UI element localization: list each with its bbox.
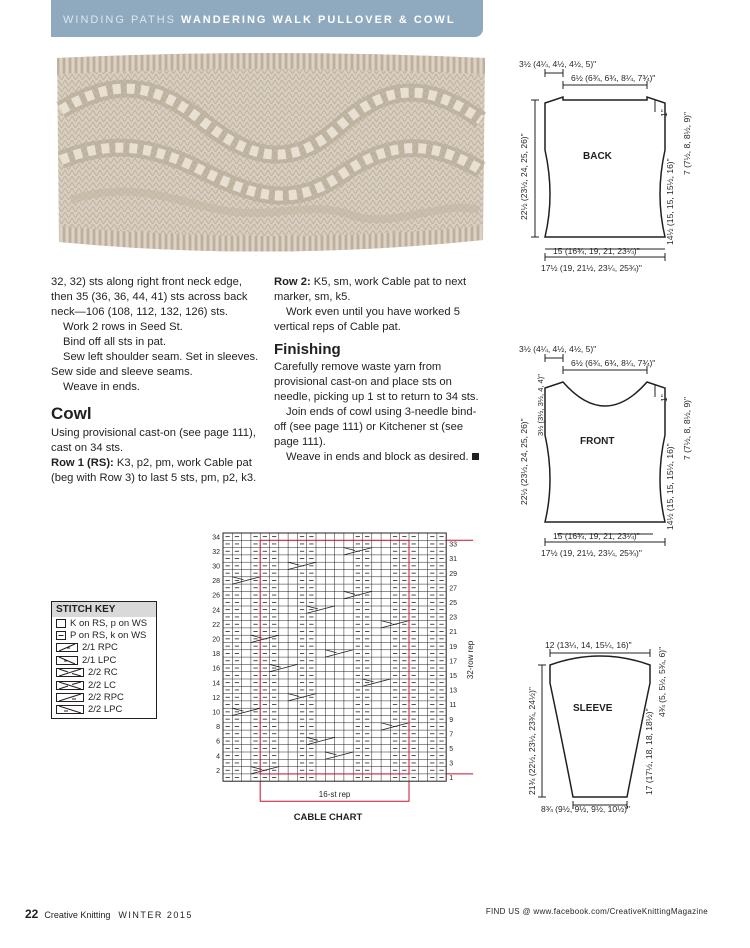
front-hip: 17½ (19, 21½, 23¼, 25¾)" [541, 548, 642, 558]
paragraph: 32, 32) sts along right front neck edge, then 35 (36, 36, 44, 41) sts across back neck—106 (108, 112, 132, 126) sts. [51, 276, 248, 318]
row-number-left: 24 [212, 607, 220, 615]
row-number-right: 31 [449, 556, 457, 564]
row-number-left: 6 [216, 738, 220, 746]
key-item [52, 691, 156, 703]
row-number-right: 25 [449, 600, 457, 607]
row-number-left: 30 [212, 563, 220, 571]
chart-title: CABLE CHART [293, 812, 363, 823]
front-shoulder-drop: 1" [659, 394, 669, 402]
pattern-title: WANDERING WALK PULLOVER & COWL [181, 14, 456, 26]
row-number-left: 32 [212, 548, 220, 556]
row-number-right: 7 [449, 731, 454, 739]
row-number-right: 5 [449, 746, 454, 753]
row-number-left: 4 [216, 753, 220, 761]
cowl-heading: Cowl [51, 404, 92, 423]
back-armhole: 7 (7½, 8, 8½, 9)" [682, 111, 692, 175]
key-label: 2/2 LC [88, 679, 116, 691]
row-number-right: 13 [449, 687, 457, 695]
footer-find-us[interactable]: FIND US @ www.facebook.com/CreativeKnittingMagazine [485, 907, 708, 916]
lpc-2-2-symbol-icon [56, 705, 84, 714]
back-side: 14½ (15, 15, 15½, 16)" [665, 158, 675, 245]
magazine-name: Creative Knitting [44, 910, 111, 920]
row-text: K5, sm, work Cable pat to next marker, sm, k5. [274, 276, 467, 303]
row-number-left: 26 [212, 592, 220, 600]
row-number-right: 17 [449, 658, 457, 666]
cowl-photo [51, 50, 491, 260]
header-text [63, 14, 456, 26]
issue-name: WINTER 2015 [118, 910, 193, 920]
st-rep-label: 16-st rep [318, 790, 351, 800]
key-label: 2/2 LPC [88, 704, 123, 716]
key-item [52, 629, 156, 641]
paragraph: Bind off all sts in pat. [63, 336, 167, 348]
row-number-right: 15 [449, 673, 457, 680]
front-neck-width: 6½ (6¾, 6¾, 8¼, 7¾)" [571, 358, 656, 368]
row-number-left: 8 [216, 724, 220, 732]
back-label: BACK [583, 151, 612, 162]
key-label: P on RS, k on WS [70, 630, 147, 642]
paragraph [51, 456, 263, 486]
front-outline [545, 382, 665, 522]
front-top-width: 3½ (4¼, 4½, 4½, 5)" [519, 344, 597, 354]
front-label: FRONT [580, 436, 615, 447]
text-column-2 [274, 275, 486, 465]
back-top-width: 3½ (4¼, 4½, 4½, 5)" [519, 59, 597, 69]
sleeve-underarm: 17 (17½, 18, 18, 18½)" [644, 708, 654, 795]
rc-2-2-symbol-icon [56, 668, 84, 677]
key-item [52, 679, 156, 691]
paragraph: Join ends of cowl using 3-needle bind-off (see page 111) or Kitchener st (see page 111). [274, 406, 477, 448]
row-number-left: 20 [212, 636, 220, 644]
lpc-2-1-symbol-icon [56, 656, 78, 665]
sleeve-length: 21¾ (22½, 23½, 23¾, 24½)" [527, 687, 537, 795]
row-number-right: 33 [449, 541, 457, 549]
cable-chart [195, 525, 495, 810]
row-number-right: 11 [449, 702, 457, 710]
row-number-right: 21 [449, 629, 457, 637]
back-length: 22½ (23½, 24, 25, 26)" [519, 133, 529, 220]
key-item [52, 617, 156, 629]
key-item [52, 642, 156, 654]
key-label: 2/1 LPC [82, 654, 117, 666]
row-number-right: 3 [449, 760, 454, 768]
row-number-left: 12 [212, 694, 220, 702]
row-number-left: 14 [212, 680, 220, 688]
front-length: 22½ (23½, 24, 25, 26)" [519, 418, 529, 505]
row-number-left: 28 [212, 578, 220, 586]
text-column-1 [51, 275, 263, 486]
row-number-left: 2 [216, 767, 220, 775]
key-label: K on RS, p on WS [70, 617, 148, 629]
back-shoulder-drop: 1" [659, 109, 669, 117]
row-number-left: 34 [212, 534, 220, 542]
row-number-left: 10 [212, 709, 220, 717]
row-number-right: 9 [449, 716, 454, 724]
row-number-left: 22 [212, 621, 220, 629]
front-armhole: 7 (7½, 8, 8½, 9)" [682, 396, 692, 460]
row-number-right: 23 [449, 614, 457, 622]
page-number: 22 [25, 907, 39, 921]
row-label: Row 1 (RS): [51, 457, 114, 469]
front-waist: 15 (16¾, 19, 21, 23¼)" [553, 531, 640, 541]
key-label: 2/2 RPC [88, 692, 124, 704]
paragraph: Work even until you have worked 5 vertical reps of Cable pat. [274, 306, 460, 333]
key-label: 2/1 RPC [82, 642, 118, 654]
front-neck-depth: 3½ (3½, 3½, 4, 4)" [536, 374, 545, 436]
section-header [51, 0, 483, 37]
sleeve-schematic [505, 635, 715, 815]
rpc-2-2-symbol-icon [56, 693, 84, 702]
row-label: Row 2: [274, 276, 311, 288]
key-label: 2/2 RC [88, 667, 118, 679]
paragraph [274, 450, 486, 465]
row-rep-label: 32-row rep [466, 640, 476, 680]
back-schematic [505, 55, 715, 285]
lc-2-2-symbol-icon [56, 681, 84, 690]
stitch-key-title: STITCH KEY [52, 602, 156, 617]
final-text: Weave in ends and block as desired. [286, 451, 469, 463]
chart-grid [223, 533, 446, 781]
sleeve-cap: 4¾ (5, 5½, 5¾, 6)" [657, 646, 667, 717]
sleeve-outline [550, 656, 650, 797]
row-number-left: 16 [212, 665, 220, 673]
purl-symbol-icon [56, 631, 66, 640]
paragraph [274, 275, 486, 305]
row-number-right: 29 [449, 570, 457, 578]
row-number-right: 19 [449, 643, 457, 651]
front-schematic [505, 340, 715, 570]
row-number-left: 18 [212, 651, 220, 659]
stitch-key [51, 601, 157, 719]
sleeve-cuff: 8¾ (9½, 9½, 9½, 10½)" [541, 804, 631, 814]
back-hip: 17½ (19, 21½, 23¼, 25¾)" [541, 263, 642, 273]
row-number-right: 27 [449, 585, 457, 593]
paragraph: Using provisional cast-on (see page 111), cast on 34 sts. [51, 427, 256, 454]
knit-symbol-icon [56, 619, 66, 628]
row-number-right: 1 [449, 775, 454, 783]
back-waist: 15 (16¾, 19, 21, 23¼)" [553, 246, 640, 256]
row-text: K3, p2, pm, work Cable pat (beg with Row 3) to last 5 sts, pm, p2, k3. [51, 457, 257, 484]
key-item [52, 704, 156, 716]
sleeve-top-width: 12 (13¼, 14, 15¼, 16)" [545, 640, 632, 650]
key-item [52, 667, 156, 679]
sleeve-label: SLEEVE [573, 703, 613, 714]
paragraph: Sew left shoulder seam. Set in sleeves. Sew side and sleeve seams. [51, 351, 259, 378]
rpc-2-1-symbol-icon [56, 643, 78, 652]
key-item [52, 654, 156, 666]
front-side: 14½ (15, 15, 15½, 16)" [665, 443, 675, 530]
paragraph: Carefully remove waste yarn from provisional cast-on and place sts on needle, picking up 1 st to return to 34 sts. [274, 361, 479, 403]
back-outline [545, 97, 665, 237]
end-mark-icon [472, 453, 479, 460]
paragraph: Work 2 rows in Seed St. [63, 321, 183, 333]
back-neck-width: 6½ (6¾, 6¾, 8¼, 7¾)" [571, 73, 656, 83]
footer-left [25, 907, 193, 921]
series-name: WINDING PATHS [63, 14, 176, 26]
finishing-heading: Finishing [274, 341, 341, 358]
paragraph: Weave in ends. [63, 381, 140, 393]
